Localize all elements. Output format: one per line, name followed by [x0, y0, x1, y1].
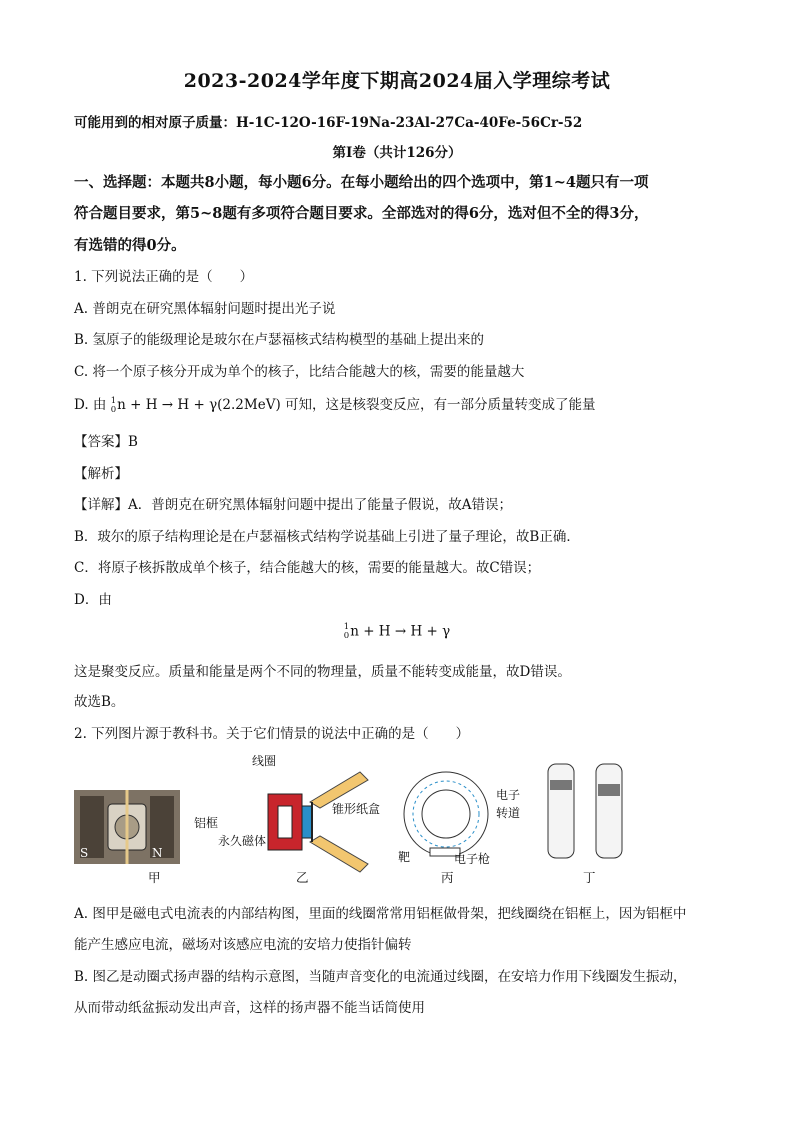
q2-option-b-1: B. 图乙是动圈式扬声器的结构示意图，当随声音变化的电流通过线圈，在安培力作用下线圈发生振动， [74, 969, 687, 985]
fig-yi-cone-label: 锥形纸盒 [332, 802, 381, 816]
caption-bing: 丙 [441, 870, 454, 885]
q1-detail-2: B．玻尔的原子结构理论是在卢瑟福核式结构学说基础上引进了量子理论，故B正确． [74, 529, 580, 545]
fig-yi-coil-label: 线圈 [252, 754, 277, 768]
figure-bing [400, 766, 500, 862]
fig-jia-s: S [80, 846, 89, 860]
q2-option-a-2: 能产生感应电流，磁场对该感应电流的安培力使指针偏转 [74, 937, 412, 953]
exam-title: 2023-2024学年度下期高2024届入学理综考试 [183, 70, 611, 92]
section-instructions-2: 符合题目要求，第5~8题有多项符合题目要求。全部选对的得6分，选对但不全的得3分， [74, 205, 649, 222]
q1-analysis-label: 【解析】 [74, 466, 128, 482]
q1-option-a: A. 普朗克在研究黑体辐射问题时提出光子说 [74, 301, 336, 317]
q2-figures [72, 752, 722, 892]
q1-answer: 【答案】B [74, 434, 138, 450]
q1-option-d-prefix: D. 由 [74, 397, 107, 413]
q1-conclusion: 故选B。 [74, 694, 125, 710]
q1-detail-3: C．将原子核拆散成单个核子，结合能越大的核，需要的能量越大。故C错误； [74, 560, 541, 576]
q1-detail-4: D．由 [74, 592, 112, 608]
q1-option-d [74, 393, 596, 415]
q2-option-a-1: A. 图甲是磁电式电流表的内部结构图，里面的线圈常常用铝框做骨架，把线圈绕在铝框上，因为铝框中 [74, 906, 687, 922]
q2-option-b-2: 从而带动纸盆振动发出声音，这样的扬声器不能当话筒使用 [74, 1000, 425, 1016]
caption-yi: 乙 [296, 870, 309, 885]
atomic-masses: 可能用到的相对原子质量：H-1C-12O-16F-19Na-23Al-27Ca-40Fe-56Cr-52 [74, 115, 583, 131]
q1-option-b: B. 氢原子的能级理论是玻尔在卢瑟福核式结构模型的基础上提出来的 [74, 332, 485, 348]
q2-stem: 2. 下列图片源于教科书。关于它们情景的说法中正确的是（ ） [74, 726, 470, 742]
q1-option-d-suffix: 可知，这是核裂变反应，有一部分质量转变成了能量 [285, 397, 596, 413]
caption-jia: 甲 [148, 870, 161, 885]
caption-ding: 丁 [583, 870, 596, 885]
fig-bing-gun-label: 电子枪 [454, 852, 491, 866]
q1-detail-1: 【详解】A．普朗克在研究黑体辐射问题中提出了能量子假说，故A错误； [74, 497, 512, 513]
fig-bing-orbit-label-2: 转道 [496, 806, 521, 820]
q1-option-c: C. 将一个原子核分开成为单个的核子，比结合能越大的核，需要的能量越大 [74, 364, 525, 380]
q1-option-d-formula: 1 0 n + H → H + γ(2.2MeV) [110, 395, 281, 415]
fig-bing-target-label: 靶 [398, 850, 411, 864]
figure-yi [264, 766, 372, 878]
fig-jia-frame-label: 铝框 [194, 816, 219, 830]
fig-jia-n: N [152, 846, 163, 860]
section-instructions-3: 有选错的得0分。 [74, 237, 186, 254]
q1-detail-5: 这是聚变反应。质量和能量是两个不同的物理量，质量不能转变成能量，故D错误。 [74, 664, 571, 680]
fig-bing-orbit-label-1: 电子 [496, 788, 521, 802]
figure-jia [74, 790, 180, 864]
q1-stem: 1. 下列说法正确的是（ ） [74, 269, 254, 285]
figure-ding [546, 760, 626, 860]
section-instructions-1: 一、选择题：本题共8小题，每小题6分。在每小题给出的四个选项中，第1~4题只有一项 [74, 174, 649, 191]
volume-title: 第Ⅰ卷（共计126分） [332, 145, 462, 161]
fig-yi-magnet-label: 永久磁体 [218, 834, 267, 848]
q1-equation: 1 0 n + H → H + γ [343, 622, 451, 641]
